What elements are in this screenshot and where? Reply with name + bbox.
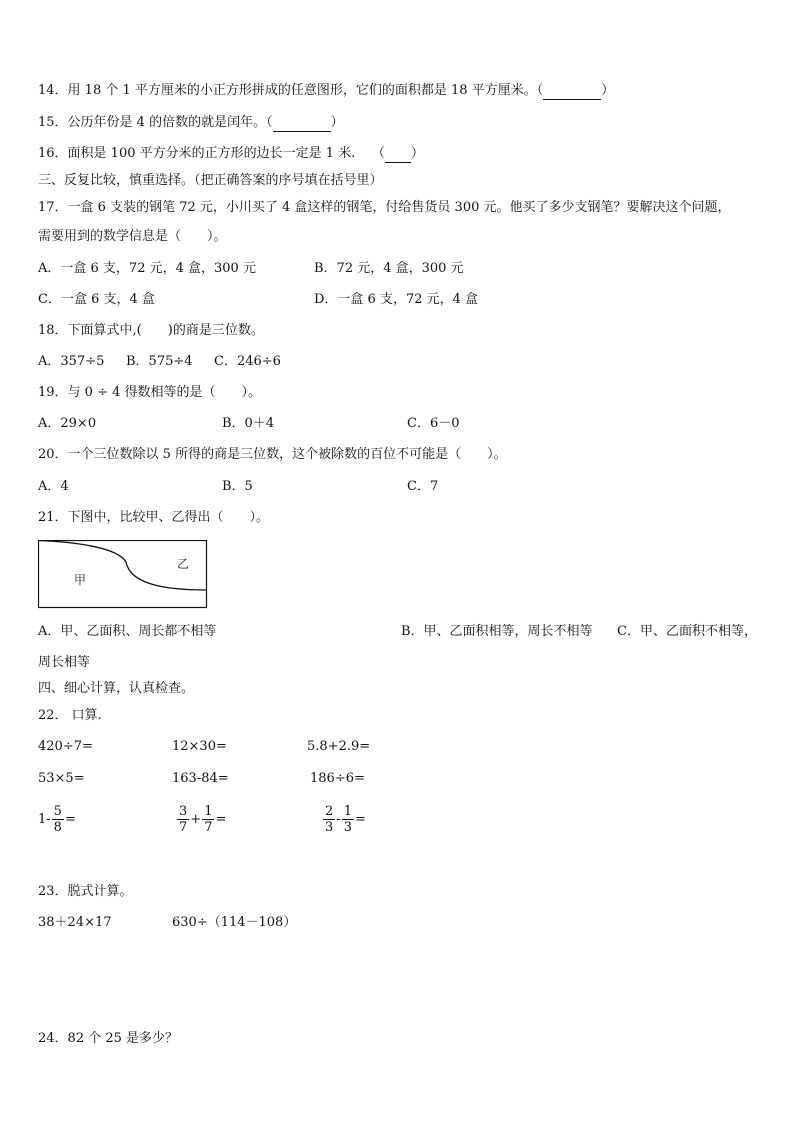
q21-option-a[interactable]: A．甲、乙面积、周长都不相等	[38, 624, 217, 639]
q22-item: 163-84=	[172, 771, 229, 786]
q14-text: 14．用 18 个 1 平方厘米的小正方形拼成的任意图形，它们的面积都是 18 平方厘米。	[38, 83, 537, 98]
q15-answer-blank[interactable]	[273, 115, 331, 132]
q23-title: 23．脱式计算。	[38, 884, 133, 899]
fraction: $\frac{3}{7}$	[179, 804, 188, 835]
q20-option-c[interactable]: C．7	[407, 479, 439, 494]
q24-text: 24．82 个 25 是多少？	[38, 1031, 179, 1046]
fraction: $\frac{1}{7}$	[204, 804, 213, 835]
q19-option-b[interactable]: B．0＋4	[222, 416, 275, 431]
section-3-heading: 三、反复比较，慎重选择。（把正确答案的序号填在括号里）	[38, 173, 383, 188]
q22-item: 53×5=	[38, 771, 85, 786]
q21-option-c-continued: 周长相等	[38, 655, 91, 670]
q23-expression-2: 630÷（114－108）	[172, 915, 297, 930]
q22-item: 12×30=	[172, 739, 227, 754]
q17-option-d[interactable]: D．一盒 6 支，72 元，4 盒	[314, 292, 479, 307]
fraction: $\frac{2}{3}$	[325, 804, 334, 835]
q22-item: 420÷7=	[38, 739, 93, 754]
q19-option-a[interactable]: A．29×0	[38, 416, 97, 431]
figure-label-jia: 甲	[74, 573, 87, 587]
q20-option-a[interactable]: A．4	[38, 479, 69, 494]
section-4-heading: 四、细心计算，认真检查。	[38, 681, 195, 696]
q20-option-b[interactable]: B．5	[222, 479, 253, 494]
q17-option-a[interactable]: A．一盒 6 支，72 元，4 盒，300 元	[38, 261, 256, 276]
q16-answer-blank[interactable]	[385, 146, 411, 163]
fraction: $\frac{1}{3}$	[343, 804, 352, 835]
q17-option-b[interactable]: B．72 元，4 盒，300 元	[314, 261, 464, 276]
q22-fraction-item-3: $\frac{2}{3}$ - $\frac{1}{3}$ =	[325, 804, 366, 835]
q20-stem: 20．一个三位数除以 5 所得的商是三位数，这个被除数的百位不可能是（ ）。	[38, 447, 507, 462]
q17-option-c[interactable]: C．一盒 6 支，4 盒	[38, 292, 155, 307]
q18-option-b[interactable]: B．575÷4	[126, 354, 193, 369]
q22-item: 186÷6=	[310, 771, 365, 786]
q21-figure	[38, 540, 208, 609]
figure-label-yi: 乙	[177, 557, 190, 571]
q22-title: 22． 口算.	[38, 708, 102, 723]
q19-option-c[interactable]: C．6－0	[407, 416, 460, 431]
question-16: 16．面积是 100 平方分米的正方形的边长一定是 1 米. （ ）	[38, 146, 424, 161]
q18-stem: 18．下面算式中,( )的商是三位数。	[38, 323, 264, 338]
q22-fraction-item-2: $\frac{3}{7}$ + $\frac{1}{7}$ =	[179, 804, 227, 835]
figure-rectangle	[39, 541, 207, 608]
q23-expression-1: 38＋24×17	[38, 915, 112, 930]
q18-option-a[interactable]: A．357÷5	[38, 354, 105, 369]
q22-fraction-item-1: 1- $\frac{5}{8}$ =	[38, 804, 76, 835]
q21-option-c[interactable]: C．甲、乙面积不相等，	[617, 624, 757, 639]
q17-stem-line1: 17．一盒 6 支装的钢笔 72 元，小川买了 4 盒这样的钢笔，付给售货员 300 元。他买了多少支钢笔？要解决这个问题，	[38, 200, 731, 215]
q19-stem: 19．与 0 ÷ 4 得数相等的是（ ）。	[38, 385, 262, 400]
question-14: 14．用 18 个 1 平方厘米的小正方形拼成的任意图形，它们的面积都是 18 平方厘米。（ ）	[38, 83, 615, 98]
q22-item: 5.8+2.9=	[307, 739, 371, 754]
q21-stem: 21．下图中，比较甲、乙得出（ ）。	[38, 510, 270, 525]
q16-text: 16．面积是 100 平方分米的正方形的边长一定是 1 米.	[38, 146, 356, 161]
q18-option-c[interactable]: C．246÷6	[214, 354, 281, 369]
q15-text: 15．公历年份是 4 的倍数的就是闰年。	[38, 115, 267, 130]
fraction: $\frac{5}{8}$	[53, 804, 62, 835]
question-15: 15．公历年份是 4 的倍数的就是闰年。（ ）	[38, 115, 344, 130]
q21-option-b[interactable]: B．甲、乙面积相等，周长不相等	[401, 624, 593, 639]
q17-stem-line2: 需要用到的数学信息是（ ）。	[38, 229, 227, 244]
q14-answer-blank[interactable]	[543, 83, 601, 100]
